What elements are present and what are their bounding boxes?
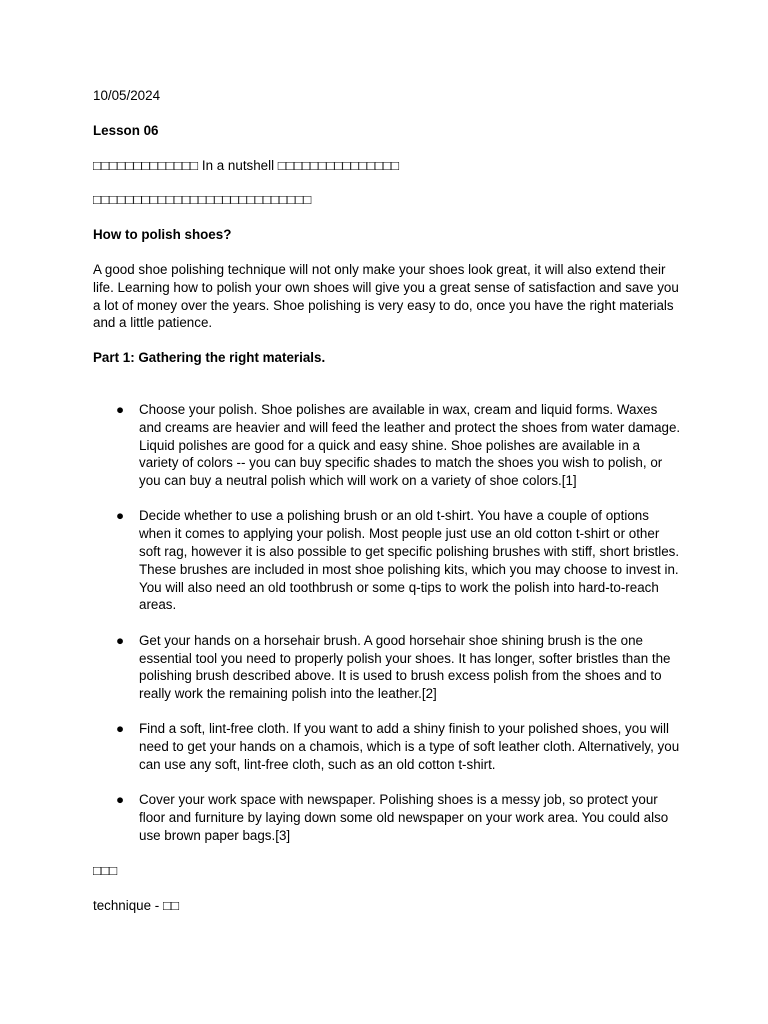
- bullet-icon: ●: [116, 721, 125, 737]
- list-item: [93, 507, 683, 614]
- list-item-text: Cover your work space with newspaper. Polishing shoes is a messy job, so protect your floor and furniture by laying down some old newspaper on your work area. You could also use brown paper bags.[3]: [139, 792, 669, 843]
- list-item: [93, 791, 683, 844]
- bullet-icon: ●: [116, 508, 125, 524]
- list-item: [93, 632, 683, 703]
- list-item-text: Choose your polish. Shoe polishes are available in wax, cream and liquid forms. Waxes and creams are heavier and will feed the leather and protect the shoes from water damage. Liquid polishes are good for a quick and easy shine. Shoe polishes are available in a variety of colors -- you can buy specific shades to match the shoes you wish to polish, or you can buy a neutral polish which will work on a variety of shoe colors.[1]: [139, 401, 681, 489]
- bullet-icon: ●: [116, 792, 125, 808]
- intro-paragraph: A good shoe polishing technique will not only make your shoes look great, it will also extend their life. Learning how to polish your own shoes will give you a great sense of satisfaction and save you a lot of money over the years. Shoe polishing is very easy to do, once you have the right materials and a little patience.: [93, 261, 679, 331]
- vocabulary-title: □□□: [93, 863, 118, 879]
- lesson-title: Lesson 06: [93, 122, 159, 138]
- list-item-text: Find a soft, lint-free cloth. If you want to add a shiny finish to your polished shoes, you will need to get your hands on a chamois, which is a type of soft leather cloth. Alternatively, you can use any soft, lint-free cloth, such as an old cotton t-shirt.: [139, 721, 680, 773]
- document-page: [93, 87, 683, 915]
- cjk-text-line: □□□□□□□□□□□□□□□□□□□□□□□□□□□: [93, 192, 312, 208]
- list-item-text: Decide whether to use a polishing brush or an old t-shirt. You have a couple of options when it comes to applying your polish. Most people just use an old cotton t-shirt or other soft rag, however it is also possible to get specific polishing brushes with stiff, short bristles. These brushes are included in most shoe polishing kits, which you may choose to invest in. You will also need an old toothbrush or some q-tips to work the polish into hard-to-reach areas.: [139, 508, 680, 613]
- bullet-icon: ●: [116, 632, 125, 648]
- date: 10/05/2024: [93, 88, 161, 103]
- materials-list: [93, 401, 683, 845]
- list-item: [93, 401, 683, 490]
- mixed-text-line: □□□□□□□□□□□□□ In a nutshell □□□□□□□□□□□□□□□: [93, 157, 400, 173]
- list-item-text: Get your hands on a horsehair brush. A good horsehair shoe shining brush is the one essential tool you need to properly polish your shoes. It has longer, softer bristles than the polishing brush described above. It is used to brush excess polish from the shoes and to really work the remaining polish into the leather.[2]: [139, 632, 671, 702]
- article-heading: How to polish shoes?: [93, 227, 232, 243]
- list-item: [93, 720, 683, 773]
- vocabulary-item: technique - □□: [93, 898, 180, 913]
- bullet-icon: ●: [116, 401, 125, 417]
- part-heading: Part 1: Gathering the right materials.: [93, 350, 326, 366]
